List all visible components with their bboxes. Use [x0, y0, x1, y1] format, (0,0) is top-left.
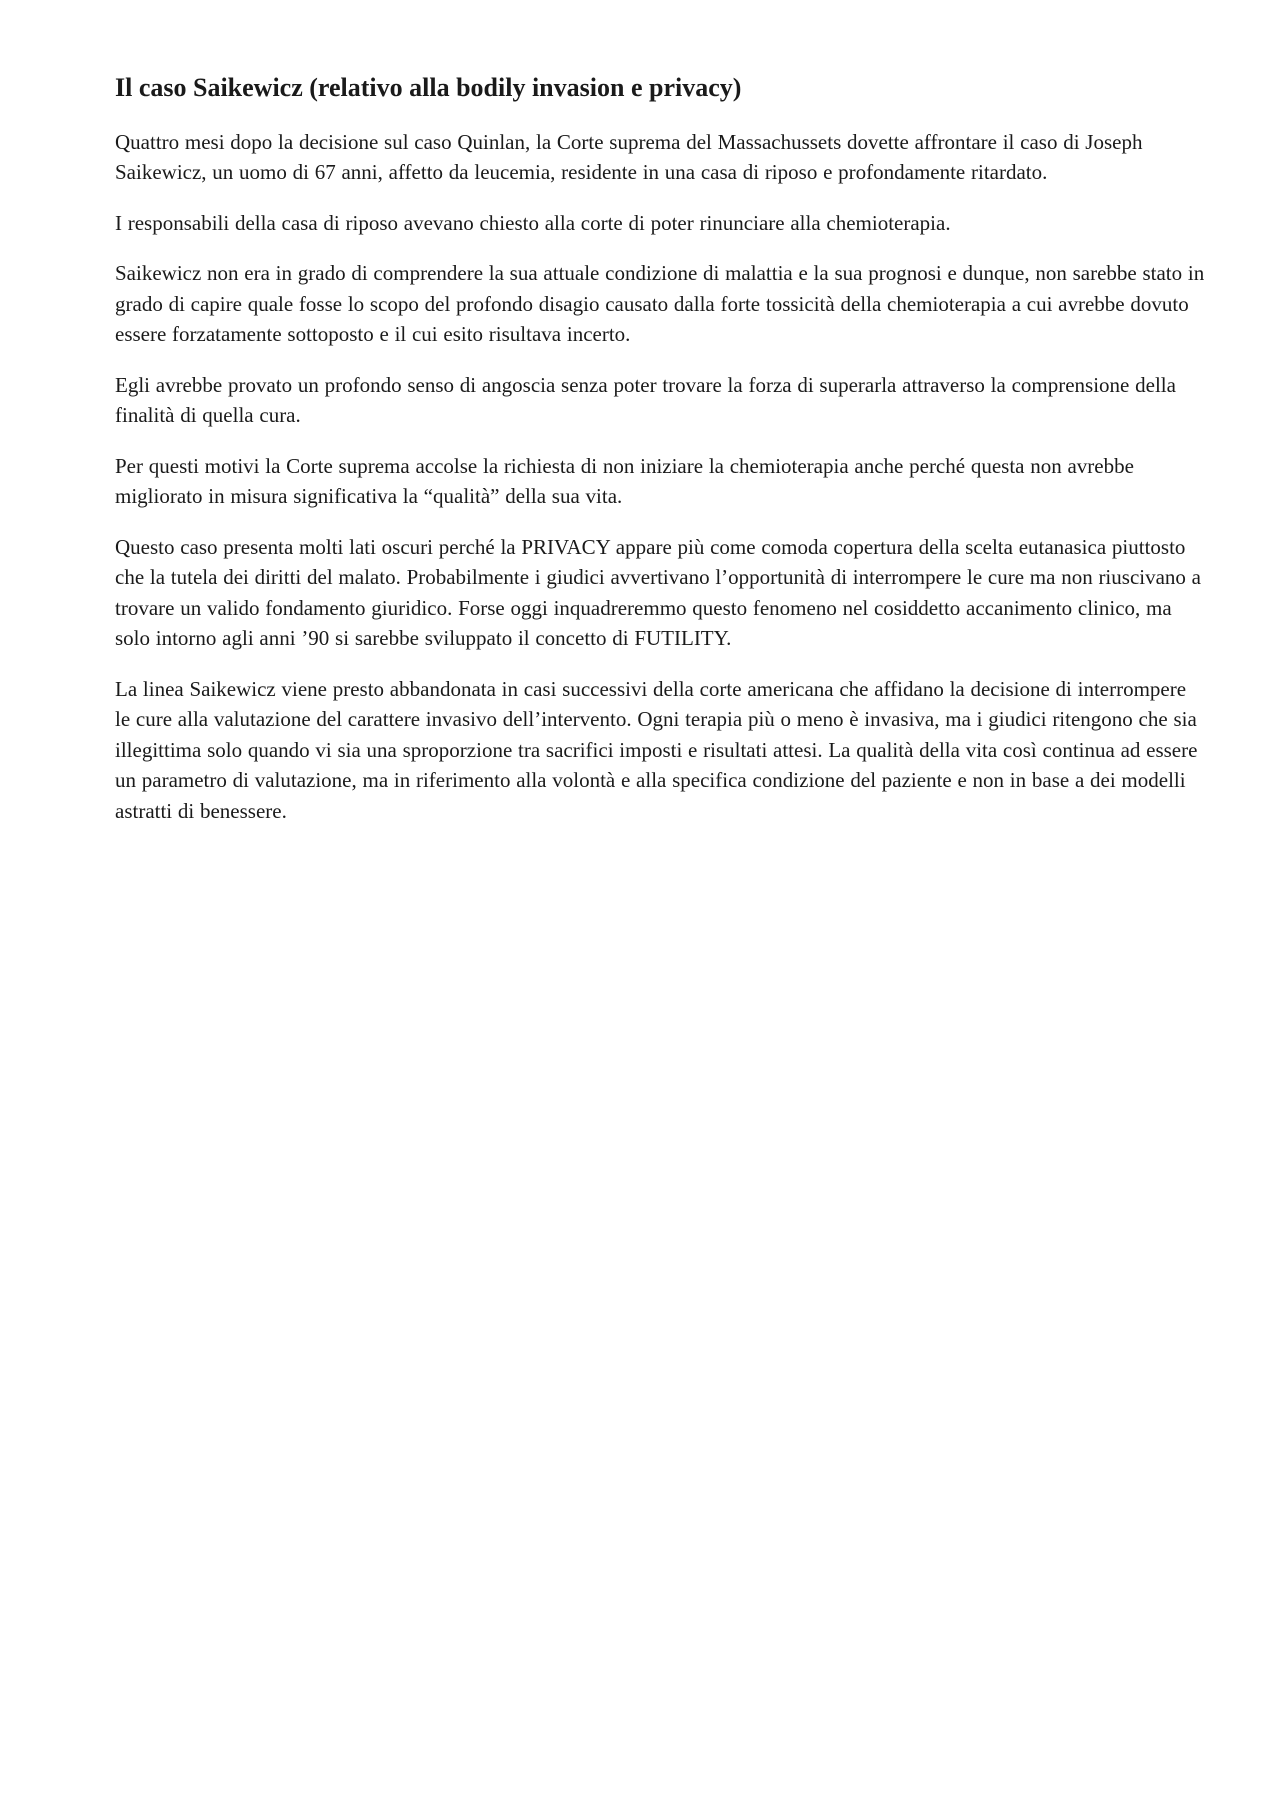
paragraph-5: Per questi motivi la Corte suprema accolse la richiesta di non iniziare la chemioterapia anche perché questa non avrebbe migliorato in misura significativa la “qualità” della sua vita.	[115, 453, 1134, 508]
paragraph-3: Saikewicz non era in grado di comprendere la sua attuale condizione di malattia e la sua prognosi e dunque, non sarebbe stato in grado di capire quale fosse lo scopo del profondo disagio causato dalla forte tossicità della chemioterapia a cui avrebbe dovuto essere forzatamente sottoposto e il cui esito risultava incerto.	[115, 261, 1205, 346]
paragraph-1: Quattro mesi dopo la decisione sul caso Quinlan, la Corte suprema del Massachussets dovette affrontare il caso di Joseph Saikewicz, un uomo di 67 anni, affetto da leucemia, residente in una casa di riposo e profondamente ritardato.	[115, 129, 1143, 184]
document-title: Il caso Saikewicz (relativo alla bodily invasion e privacy)	[115, 73, 742, 102]
document-body	[115, 72, 1205, 846]
paragraph-2: I responsabili della casa di riposo avevano chiesto alla corte di poter rinunciare alla chemioterapia.	[115, 210, 951, 235]
paragraph-4: Egli avrebbe provato un profondo senso di angoscia senza poter trovare la forza di superarla attraverso la comprensione della finalità di quella cura.	[115, 372, 1176, 427]
paragraph-7: La linea Saikewicz viene presto abbandonata in casi successivi della corte americana che affidano la decisione di interrompere le cure alla valutazione del carattere invasivo dell’intervento. Ogni terapia più o meno è invasiva, ma i giudici ritengono che sia illegittima solo quando vi sia una sproporzione tra sacrifici imposti e risultati attesi. La qualità della vita così continua ad essere un parametro di valutazione, ma in riferimento alla volontà e alla specifica condizione del paziente e non in base a dei modelli astratti di benessere.	[115, 676, 1198, 823]
paragraph-6: Questo caso presenta molti lati oscuri perché la PRIVACY appare più come comoda copertura della scelta eutanasica piuttosto che la tutela dei diritti del malato. Probabilmente i giudici avvertivano l’opportunità di interrompere le cure ma non riuscivano a trovare un valido fondamento giuridico. Forse oggi inquadreremmo questo fenomeno nel cosiddetto accanimento clinico, ma solo intorno agli anni ’90 si sarebbe sviluppato il concetto di FUTILITY.	[115, 534, 1201, 650]
